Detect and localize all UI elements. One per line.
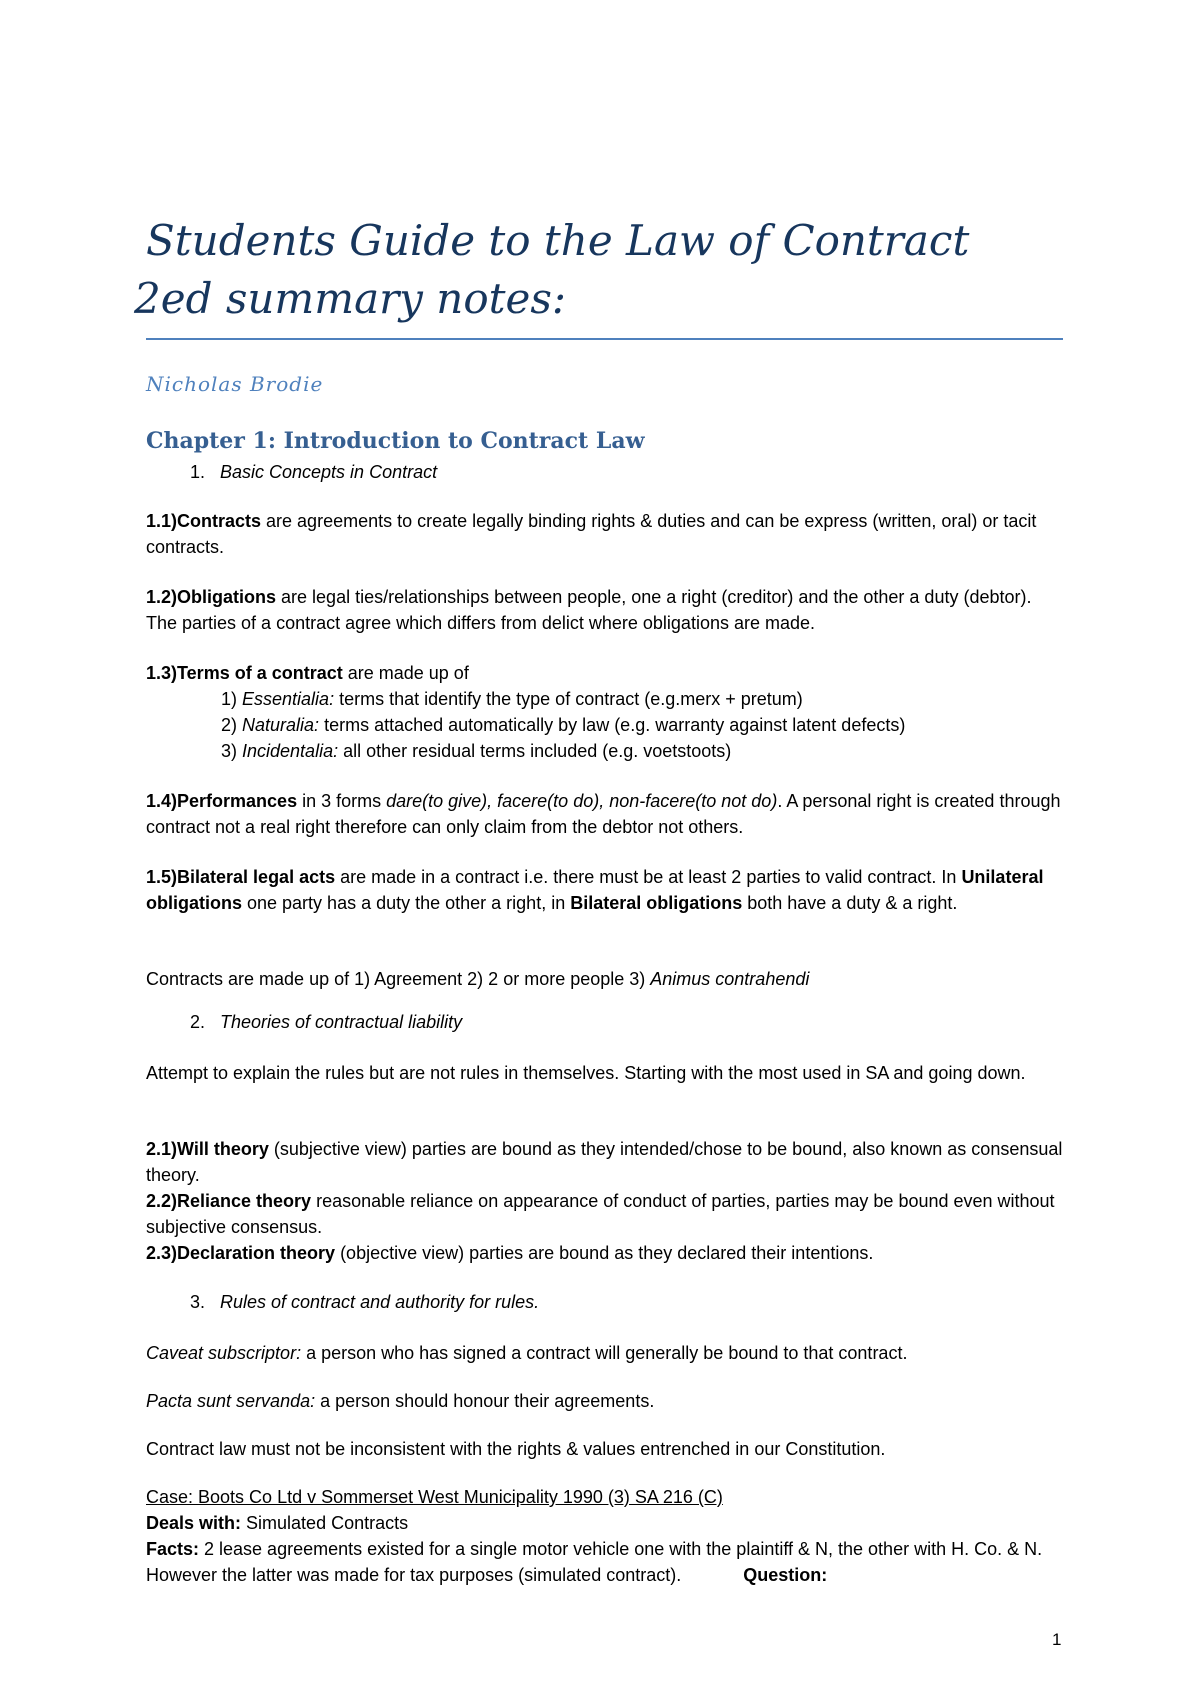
theories-paragraphs [146, 1136, 1066, 1266]
section-heading-2: 2. Theories of contractual liability [190, 1012, 463, 1032]
constitution-paragraph: Contract law must not be inconsistent with the rights & values entrenched in our Constitution. [146, 1439, 886, 1459]
title-line-1: Students Guide to the Law of Contract [146, 216, 970, 265]
paragraph-2-1: 2.1)Will theory (subjective view) parties are bound as they intended/chose to be bound, also known as consensual theory. [146, 1139, 1063, 1185]
paragraph-1-3: 1.3)Terms of a contract are made up of [146, 663, 469, 683]
theories-intro-paragraph: Attempt to explain the rules but are not rules in themselves. Starting with the most used in SA and going down. [146, 1063, 1026, 1083]
case-block [146, 1484, 1066, 1588]
case-title: Case: Boots Co Ltd v Sommerset West Municipality 1990 (3) SA 216 (C) [146, 1487, 723, 1507]
section-heading-1: 1. Basic Concepts in Contract [190, 462, 438, 482]
chapter-heading: Chapter 1: Introduction to Contract Law [146, 428, 645, 454]
section-heading-3: 3. Rules of contract and authority for rules. [190, 1292, 540, 1312]
list-item: 1) Essentialia: terms that identify the type of contract (e.g.merx + pretum) [221, 689, 803, 709]
pacta-sunt-servanda-paragraph: Pacta sunt servanda: a person should honour their agreements. [146, 1391, 655, 1411]
list-item: 3) Incidentalia: all other residual terms included (e.g. voetstoots) [221, 741, 732, 761]
page-number: 1 [1052, 1630, 1062, 1649]
terms-list [221, 686, 905, 764]
caveat-subscriptor-paragraph: Caveat subscriptor: a person who has signed a contract will generally be bound to that contract. [146, 1343, 908, 1363]
contracts-made-up-paragraph: Contracts are made up of 1) Agreement 2) 2 or more people 3) Animus contrahendi [146, 969, 810, 989]
paragraph-1-1: 1.1)Contracts are agreements to create legally binding rights & duties and can be express (written, oral) or tacit contracts. [146, 511, 1037, 557]
document-title [134, 212, 1066, 328]
paragraph-1-5: 1.5)Bilateral legal acts are made in a contract i.e. there must be at least 2 parties to valid contract. In Unilateral obligations one party has a duty the other a right, in Bilateral obligations both have a duty & a right. [146, 867, 1044, 913]
case-facts: Facts: 2 lease agreements existed for a single motor vehicle one with the plaintiff & N, the other with H. Co. & N. However the latter was made for tax purposes (simulated contract). Question: [146, 1539, 1043, 1585]
list-item: 2) Naturalia: terms attached automatically by law (e.g. warranty against latent defects) [221, 715, 906, 735]
paragraph-1-4: 1.4)Performances in 3 forms dare(to give), facere(to do), non-facere(to not do). A personal right is created through contract not a real right therefore can only claim from the debtor not others. [146, 791, 1061, 837]
paragraph-1-2: 1.2)Obligations are legal ties/relationships between people, one a right (creditor) and the other a duty (debtor). The parties of a contract agree which differs from delict where obligations are made. [146, 587, 1032, 633]
paragraph-2-3: 2.3)Declaration theory (objective view) parties are bound as they declared their intentions. [146, 1243, 874, 1263]
case-deals-with: Deals with: Simulated Contracts [146, 1513, 409, 1533]
title-divider [146, 338, 1063, 340]
title-line-2: 2ed summary notes: [134, 274, 567, 323]
author-name: Nicholas Brodie [146, 372, 324, 396]
paragraph-2-2: 2.2)Reliance theory reasonable reliance on appearance of conduct of parties, parties may be bound even without subjective consensus. [146, 1191, 1055, 1237]
